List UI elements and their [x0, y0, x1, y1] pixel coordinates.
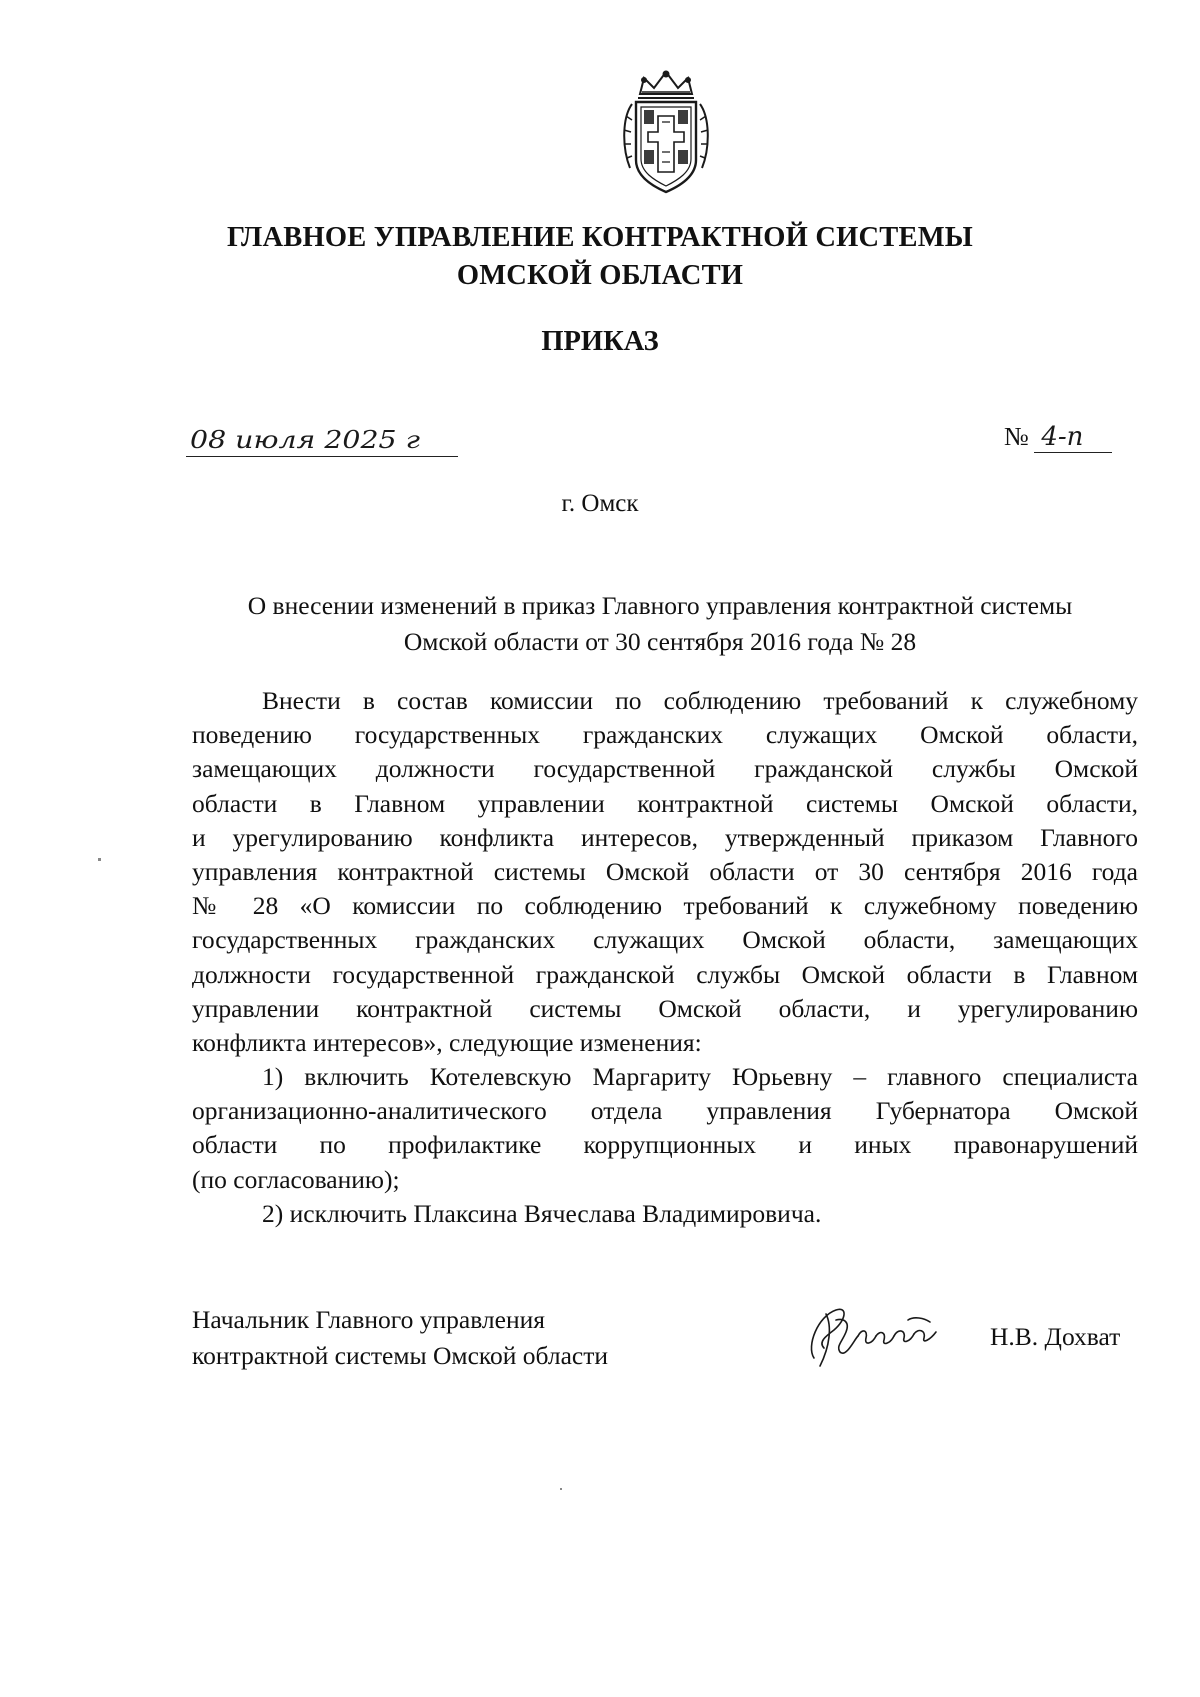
signatory-name: Н.В. Дохват	[990, 1322, 1121, 1351]
body-line: (по согласованию);	[192, 1164, 400, 1194]
coat-of-arms-emblem	[618, 68, 714, 196]
number-underline	[1034, 452, 1112, 453]
handwritten-date	[186, 422, 458, 456]
order-body	[192, 684, 1138, 1231]
number-label: №	[1004, 422, 1029, 451]
body-line-item-1: 1) включить Котелевскую Маргариту Юрьевну – главного специалиста	[262, 1062, 1138, 1092]
date-underline	[186, 456, 458, 457]
subject-line-2: Омской области от 30 сентября 2016 года № 28	[403, 627, 917, 656]
signatory-position	[192, 1302, 608, 1374]
number-handwritten: 4-п	[1041, 422, 1084, 452]
order-number	[1004, 422, 1083, 456]
body-line: конфликта интересов», следующие изменения:	[192, 1027, 702, 1057]
subject-line-1: О внесении изменений в приказ Главного управления контрактной системы	[247, 591, 1073, 620]
scan-speck	[560, 1488, 562, 1490]
body-line-item-2: 2) исключить Плаксина Вячеслава Владимировича.	[262, 1198, 822, 1228]
body-line: организационно-аналитического отдела управления Губернатора Омской	[192, 1096, 1138, 1126]
signatory-position-line-1: Начальник Главного управления	[192, 1305, 545, 1334]
signatory-position-line-2: контрактной системы Омской области	[192, 1341, 608, 1370]
body-line: должности государственной гражданской службы Омской области в Главном	[192, 959, 1138, 989]
document-type-heading: ПРИКАЗ	[541, 326, 659, 357]
body-line: Внести в состав комиссии по соблюдению требований к служебному	[262, 686, 1138, 715]
city: г. Омск	[561, 490, 639, 517]
date-text: 08 июля 2025 г	[190, 426, 420, 454]
body-line: поведению государственных гражданских служащих Омской области,	[192, 720, 1138, 750]
body-line: государственных гражданских служащих Омской области, замещающих	[192, 925, 1138, 955]
body-line: управлении контрактной системы Омской области, и урегулированию	[192, 993, 1138, 1023]
organization-name-line-2: ОМСКОЙ ОБЛАСТИ	[456, 260, 744, 291]
organization-name-line-1: ГЛАВНОЕ УПРАВЛЕНИЕ КОНТРАКТНОЙ СИСТЕМЫ	[227, 222, 973, 253]
body-line: управления контрактной системы Омской области от 30 сентября 2016 года	[192, 856, 1138, 886]
body-line: № 28 «О комиссии по соблюдению требований к служебному поведению	[192, 891, 1138, 921]
handwritten-signature	[796, 1296, 946, 1376]
body-line: области по профилактике коррупционных и иных правонарушений	[192, 1130, 1138, 1160]
scan-speck	[98, 858, 101, 861]
body-line: замещающих должности государственной гражданской службы Омской	[192, 754, 1138, 784]
body-line: области в Главном управлении контрактной системы Омской области,	[192, 788, 1138, 818]
body-line: и урегулированию конфликта интересов, утвержденный приказом Главного	[192, 822, 1138, 852]
